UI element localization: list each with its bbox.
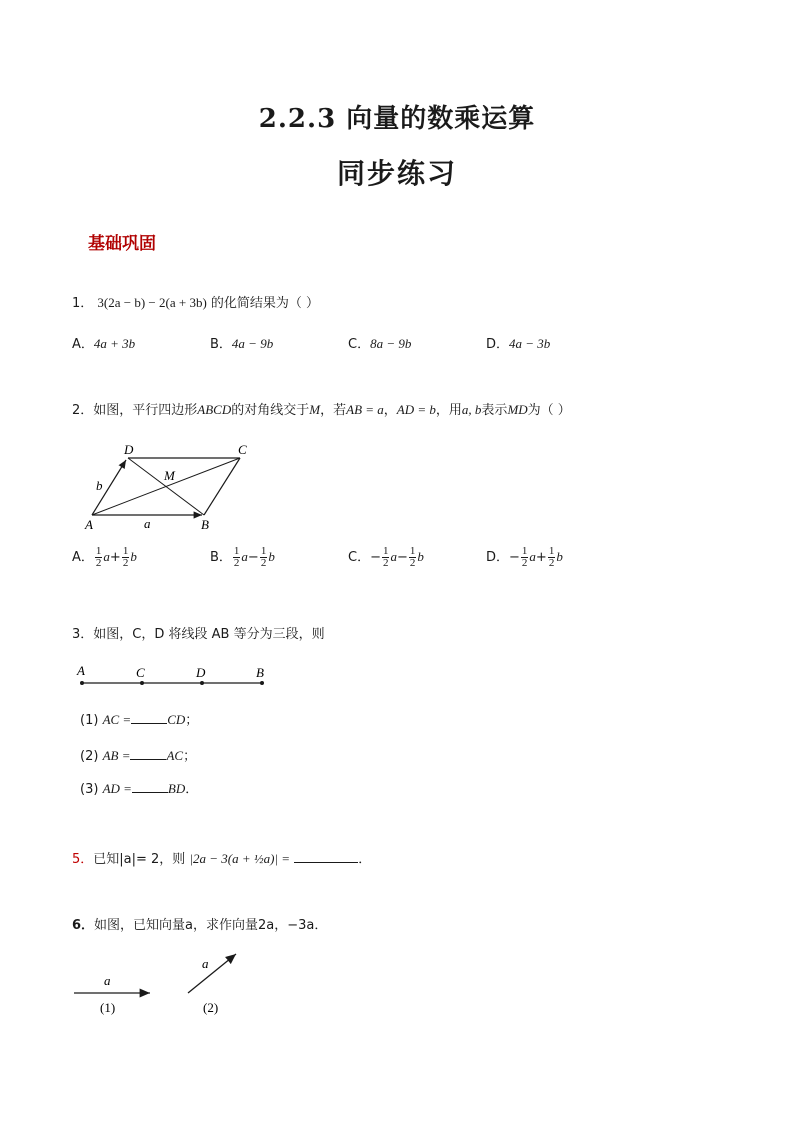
q2-option-b[interactable]: B． $\frac{1}{2}$ a− $\frac{1}{2}$ b: [210, 545, 275, 569]
question-1: [72, 292, 319, 311]
fig2-caption: (2): [203, 1000, 219, 1015]
label-a: A: [85, 517, 93, 532]
fig1-vector-label: a: [104, 973, 111, 988]
fig1-caption: (1): [100, 1000, 116, 1015]
point-c: [140, 681, 144, 685]
q1-option-c[interactable]: C．8a − 9b: [348, 336, 412, 352]
fig2-vector-label: a: [202, 956, 209, 971]
q1-option-b[interactable]: B．4a − 9b: [210, 336, 274, 352]
q3-part-2: (2) AB = AC；: [80, 748, 197, 764]
q2-option-a[interactable]: A． $\frac{1}{2}$ a+ $\frac{1}{2}$ b: [72, 545, 137, 569]
segment-label-d: D: [196, 665, 206, 680]
q1-option-d[interactable]: D．4a − 3b: [486, 336, 551, 352]
section-heading: 基础巩固: [88, 234, 156, 254]
q1-expression: 3(2a − b) − 2(a + 3b): [97, 295, 207, 310]
q3-blank-2[interactable]: [130, 747, 166, 760]
segment-label-b: B: [256, 665, 264, 680]
label-vec-b: b: [96, 478, 103, 493]
q5-answer-blank[interactable]: [294, 850, 358, 863]
q5-expression: |2a − 3(a + ½a)| =: [189, 851, 291, 866]
document-subtitle: 同步练习: [336, 157, 457, 190]
question-3: 3．如图，C，D 将线段 AB 等分为三段，则: [72, 627, 325, 642]
label-c: C: [238, 442, 247, 457]
label-d: D: [124, 442, 134, 457]
diagonal-db: [128, 458, 204, 515]
question-6: 6．如图，已知向量a，求作向量2a，−3a．: [72, 918, 328, 933]
document-title: 2.2.3 向量的数乘运算: [258, 104, 536, 134]
edge-cb: [204, 458, 240, 515]
question-5: 5．已知|a|= 2，则 |2a − 3(a + ½a)| = ．: [72, 851, 372, 867]
q3-part-3: (3) AD = BD．: [80, 781, 199, 797]
q2-option-d[interactable]: D．− $\frac{1}{2}$ a+ $\frac{1}{2}$ b: [486, 545, 563, 569]
vector-a-fig2: [188, 954, 236, 993]
point-b: [260, 681, 264, 685]
segment-label-c: C: [136, 665, 145, 680]
q1-text: 的化简结果为（ ）: [210, 296, 320, 311]
label-m: M: [164, 468, 175, 483]
label-b: B: [201, 517, 209, 532]
question-2: 2．如图，平行四边形ABCD的对角线交于M，若AB = a，AD = b，用a, b表示MD为（ ）: [72, 402, 571, 418]
q3-blank-1[interactable]: [131, 711, 167, 724]
segment-label-a: A: [77, 663, 85, 678]
point-a: [80, 681, 84, 685]
q3-part-1: (1) AC = CD；: [80, 712, 199, 728]
q3-blank-3[interactable]: [132, 780, 168, 793]
q1-number: 1．: [72, 296, 94, 311]
segment-figure: [74, 660, 274, 692]
q1-option-a[interactable]: A．4a + 3b: [72, 336, 136, 352]
vector-figures: [70, 948, 270, 1023]
parallelogram-figure: [80, 440, 260, 535]
point-d: [200, 681, 204, 685]
q2-option-c[interactable]: C．− $\frac{1}{2}$ a− $\frac{1}{2}$ b: [348, 545, 424, 569]
label-vec-a: a: [144, 516, 151, 531]
